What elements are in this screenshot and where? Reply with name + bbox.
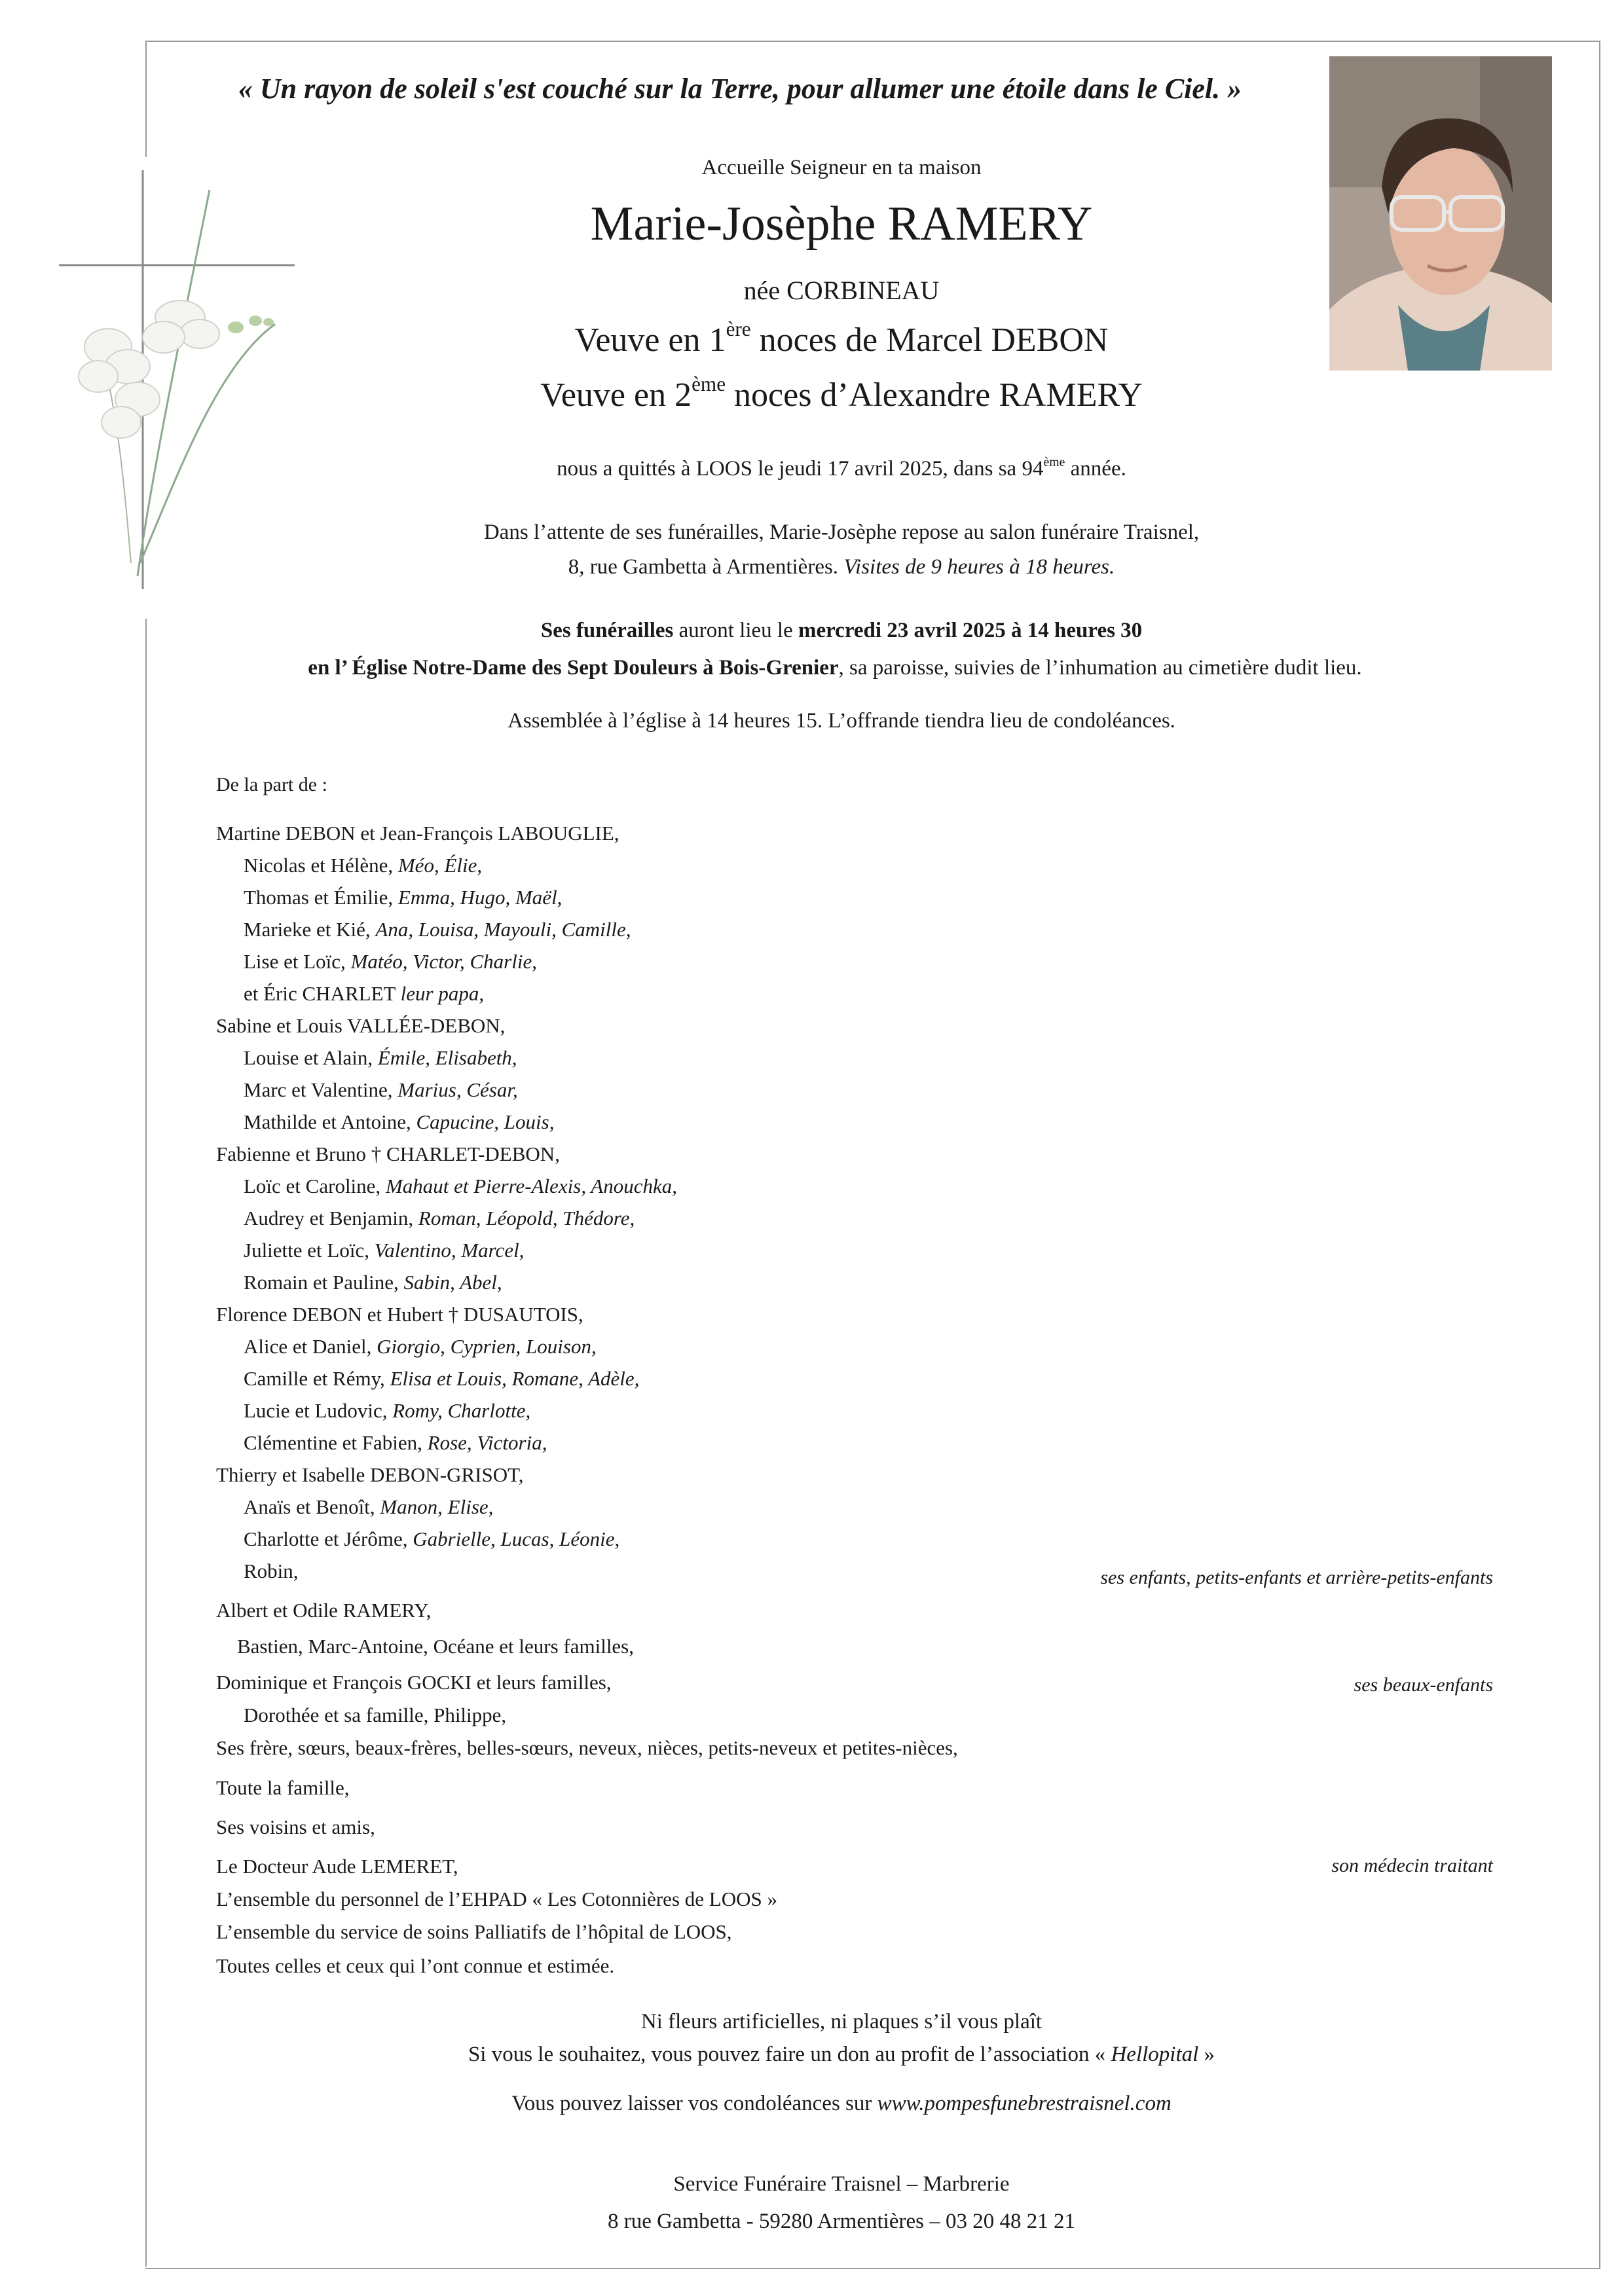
- family-row: Juliette et Loïc, Valentino, Marcel,: [244, 1239, 525, 1262]
- family-row: Florence DEBON et Hubert † DUSAUTOIS,: [216, 1303, 583, 1326]
- family-row: Robin,: [244, 1559, 299, 1582]
- footer-company: Service Funéraire Traisnel – Marbrerie: [673, 2172, 1010, 2196]
- doctor-role: son médecin traitant: [1331, 1855, 1493, 1876]
- family-row: Audrey et Benjamin, Roman, Léopold, Thédore,: [244, 1207, 635, 1230]
- death-notice: nous a quittés à LOOS le jeudi 17 avril 2025, dans sa 94ème année.: [557, 455, 1126, 481]
- family-row: Anaïs et Benoît, Manon, Elise,: [244, 1495, 494, 1518]
- footer-address: 8 rue Gambetta - 59280 Armentières – 03 20 48 21 21: [608, 2210, 1075, 2233]
- maiden-name: née CORBINEAU: [743, 276, 940, 305]
- first-marriage: Veuve en 1ère noces de Marcel DEBON: [574, 318, 1109, 359]
- ehpad-line: L’ensemble du personnel de l’EHPAD « Les Cotonnières de LOOS »: [216, 1887, 777, 1910]
- epitaph-quote: « Un rayon de soleil s'est couché sur la Terre, pour allumer une étoile dans le Ciel. »: [238, 73, 1242, 105]
- stepfamily-row: Albert et Odile RAMERY,: [216, 1599, 432, 1622]
- assembly-line: Assemblée à l’église à 14 heures 15. L’offrande tiendra lieu de condoléances.: [507, 709, 1175, 733]
- doctor-line: Le Docteur Aude LEMERET,: [216, 1855, 458, 1878]
- salon-line-1: Dans l’attente de ses funérailles, Marie-Josèphe repose au salon funéraire Traisnel,: [483, 520, 1200, 544]
- family-row: Marc et Valentine, Marius, César,: [244, 1078, 518, 1101]
- family-row: Clémentine et Fabien, Rose, Victoria,: [244, 1431, 547, 1454]
- family-row: Thierry et Isabelle DEBON-GRISOT,: [216, 1463, 524, 1486]
- family-line: Toute la famille,: [216, 1776, 350, 1799]
- donation-line: Si vous le souhaitez, vous pouvez faire un don au profit de l’association « Hellopital »: [468, 2043, 1215, 2066]
- family-row: Loïc et Caroline, Mahaut et Pierre-Alexis, Anouchka,: [244, 1175, 678, 1197]
- family-row: Louise et Alain, Émile, Elisabeth,: [244, 1046, 517, 1069]
- family-row: Romain et Pauline, Sabin, Abel,: [244, 1271, 502, 1294]
- family-row: et Éric CHARLET leur papa,: [244, 982, 485, 1005]
- all-line: Toutes celles et ceux qui l’ont connue et estimée.: [216, 1954, 615, 1977]
- funeral-line-2: en l’ Église Notre-Dame des Sept Douleurs à Bois-Grenier, sa paroisse, suivies de l’inhumation au cimetière dudit lieu.: [308, 656, 1362, 680]
- deceased-name: Marie-Josèphe RAMERY: [590, 197, 1093, 251]
- family-row: Lucie et Ludovic, Romy, Charlotte,: [244, 1399, 531, 1422]
- frame-left-border-top: [145, 41, 147, 157]
- stepfamily-row: Dorothée et sa famille, Philippe,: [244, 1704, 507, 1726]
- intro-line: Accueille Seigneur en ta maison: [701, 156, 982, 179]
- second-marriage: Veuve en 2ème noces d’Alexandre RAMERY: [540, 373, 1143, 414]
- palliatifs-line: L’ensemble du service de soins Palliatifs de l’hôpital de LOOS,: [216, 1920, 732, 1943]
- de-la-part-label: De la part de :: [216, 774, 327, 795]
- stepfamily-role: ses beaux-enfants: [1354, 1674, 1493, 1696]
- family-row: Thomas et Émilie, Emma, Hugo, Maël,: [244, 886, 563, 909]
- family-row: Nicolas et Hélène, Méo, Élie,: [244, 854, 483, 877]
- condolences-line: Vous pouvez laisser vos condoléances sur www.pompesfunebrestraisnel.com: [511, 2092, 1172, 2115]
- family-row: Mathilde et Antoine, Capucine, Louis,: [244, 1110, 555, 1133]
- family-role: ses enfants, petits-enfants et arrière-petits-enfants: [1100, 1567, 1493, 1588]
- frame-left-border-bottom: [145, 619, 147, 2267]
- salon-line-2: 8, rue Gambetta à Armentières. Visites de 9 heures à 18 heures.: [568, 555, 1115, 579]
- family-row: Camille et Rémy, Elisa et Louis, Romane, Adèle,: [244, 1367, 640, 1390]
- family-row: Lise et Loïc, Matéo, Victor, Charlie,: [244, 950, 537, 973]
- neighbors-line: Ses voisins et amis,: [216, 1815, 375, 1838]
- family-row: Marieke et Kié, Ana, Louisa, Mayouli, Camille,: [244, 918, 631, 941]
- family-row: Martine DEBON et Jean-François LABOUGLIE,: [216, 822, 619, 845]
- funeral-line-1: Ses funérailles auront lieu le mercredi 23 avril 2025 à 14 heures 30: [540, 619, 1143, 642]
- family-row: Sabine et Louis VALLÉE-DEBON,: [216, 1014, 506, 1037]
- condolences-website-link[interactable]: www.pompesfunebrestraisnel.com: [877, 2092, 1172, 2115]
- flowers-line: Ni fleurs artificielles, ni plaques s’il vous plaît: [640, 2010, 1043, 2033]
- family-row: Charlotte et Jérôme, Gabrielle, Lucas, Léonie,: [244, 1527, 620, 1550]
- siblings-line: Ses frère, sœurs, beaux-frères, belles-sœurs, neveux, nièces, petits-neveux et petites-nièces,: [216, 1736, 958, 1759]
- stepfamily-row: Dominique et François GOCKI et leurs familles,: [216, 1671, 612, 1694]
- stepfamily-row: Bastien, Marc-Antoine, Océane et leurs familles,: [237, 1635, 634, 1658]
- family-row: Alice et Daniel, Giorgio, Cyprien, Louison,: [244, 1335, 597, 1358]
- family-row: Fabienne et Bruno † CHARLET-DEBON,: [216, 1142, 560, 1165]
